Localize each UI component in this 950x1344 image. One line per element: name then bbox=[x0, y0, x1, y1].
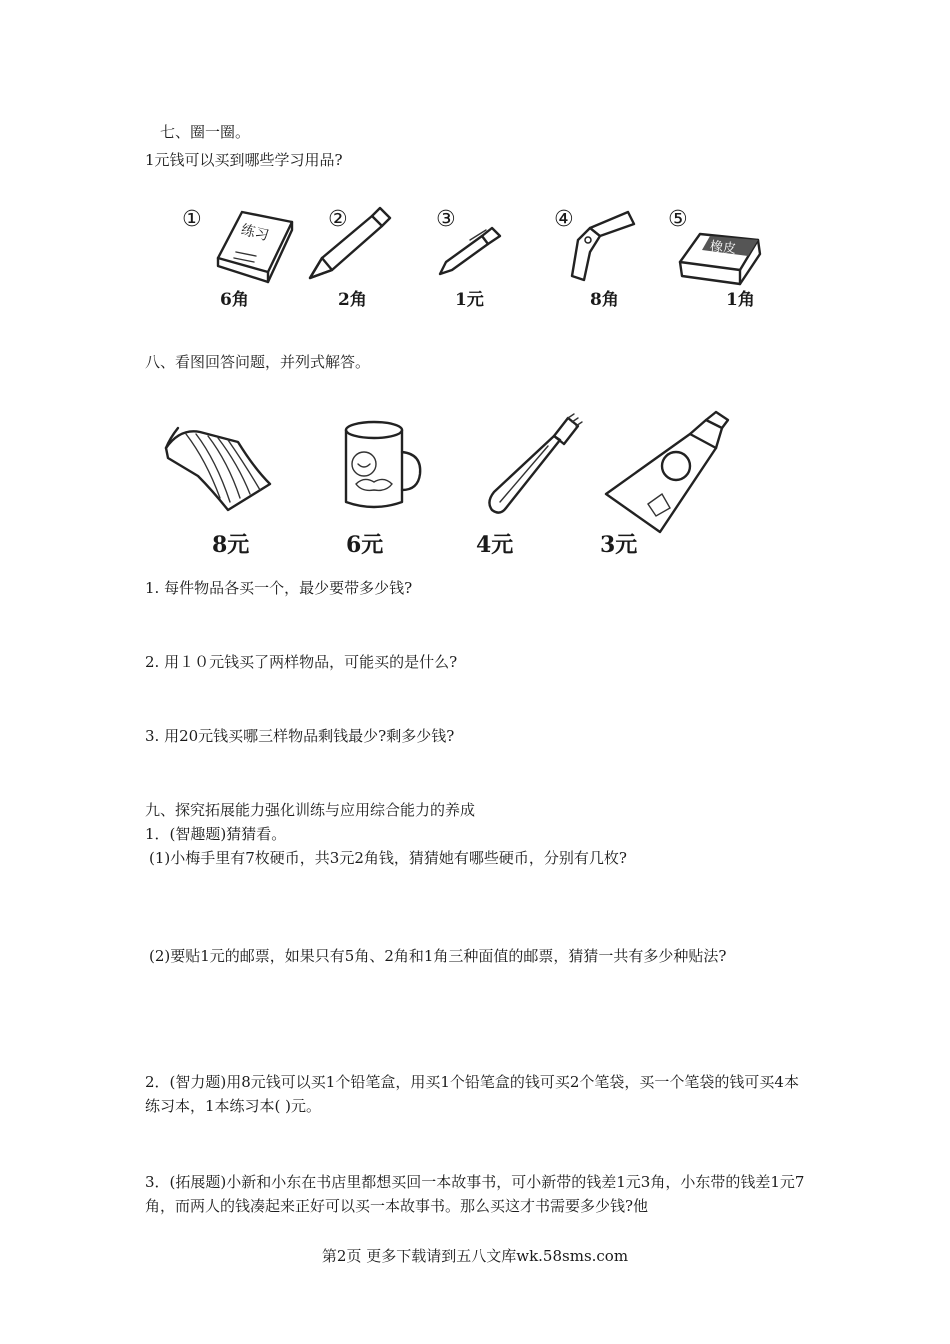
section9-heading: 九、探究拓展能力强化训练与应用综合能力的养成 bbox=[145, 801, 476, 819]
section9-q1-1: (1)小梅手里有7枚硬币，共3元2角钱，猜猜她有哪些硬币，分别有几枚? bbox=[149, 849, 627, 867]
pencil-icon bbox=[310, 207, 390, 278]
svg-text:④: ④ bbox=[554, 207, 574, 232]
svg-text:③: ③ bbox=[436, 207, 456, 232]
svg-text:⑤: ⑤ bbox=[668, 207, 688, 232]
section9-q1-title: 1．(智趣题)猜猜看。 bbox=[145, 825, 287, 843]
svg-text:练习: 练习 bbox=[239, 221, 271, 245]
svg-text:①: ① bbox=[182, 207, 202, 232]
price-towel: 8元 bbox=[212, 532, 250, 558]
section9-q3: 3．(拓展题)小新和小东在书店里都想买回一本故事书，可小新带的钱差1元3角，小东带的钱差1元7角，而两人的钱凑起来正好可以买一本故事书。那么买这才书需要多少钱?他 bbox=[145, 1173, 805, 1215]
price-cup: 6元 bbox=[346, 532, 384, 558]
toothbrush-icon bbox=[489, 414, 582, 513]
price-notebook: 6角 bbox=[220, 290, 249, 310]
toothpaste-icon bbox=[606, 412, 728, 532]
page-footer: 第2页 更多下载请到五八文库wk.58sms.com bbox=[321, 1247, 629, 1265]
section8-question-3: 3. 用20元钱买哪三样物品剩钱最少?剩多少钱? bbox=[145, 727, 455, 745]
pencil-sharpener-icon bbox=[554, 207, 634, 280]
price-pencil: 2角 bbox=[338, 290, 367, 310]
section7-heading: 七、圈一圈。 bbox=[160, 123, 251, 141]
svg-text:橡皮: 橡皮 bbox=[709, 239, 737, 258]
section8-question-2: 2. 用１０元钱买了两样物品，可能买的是什么? bbox=[145, 653, 458, 671]
section9-q2: 2．(智力题)用8元钱可以买1个铅笔盒，用买1个铅笔盒的钱可买2个笔袋，买一个笔袋的钱可买4本练习本，1本练习本( )元。 bbox=[145, 1073, 799, 1115]
school-supplies-figure bbox=[170, 190, 790, 315]
section7-question: 1元钱可以买到哪些学习用品? bbox=[145, 151, 343, 169]
price-sharpener: 8角 bbox=[590, 290, 619, 310]
price-toothbrush: 4元 bbox=[476, 532, 514, 558]
price-toothpaste: 3元 bbox=[600, 532, 638, 558]
price-pen: 1元 bbox=[455, 290, 484, 310]
section9-q1-2: (2)要贴1元的邮票，如果只有5角、2角和1角三种面值的邮票，猜猜一共有多少种贴法? bbox=[149, 947, 727, 965]
section8-heading: 八、看图回答问题，并列式解答。 bbox=[145, 353, 371, 371]
section8-question-1: 1. 每件物品各买一个，最少要带多少钱? bbox=[145, 579, 413, 597]
notebook-icon bbox=[182, 207, 292, 282]
svg-text:牙膏: 牙膏 bbox=[666, 461, 688, 474]
svg-text:②: ② bbox=[328, 207, 348, 232]
price-eraser: 1角 bbox=[726, 290, 755, 310]
eraser-icon bbox=[668, 207, 760, 284]
towel-icon bbox=[166, 428, 270, 510]
daily-items-figure bbox=[150, 398, 800, 566]
pen-icon bbox=[436, 207, 500, 274]
cup-icon bbox=[346, 422, 420, 507]
